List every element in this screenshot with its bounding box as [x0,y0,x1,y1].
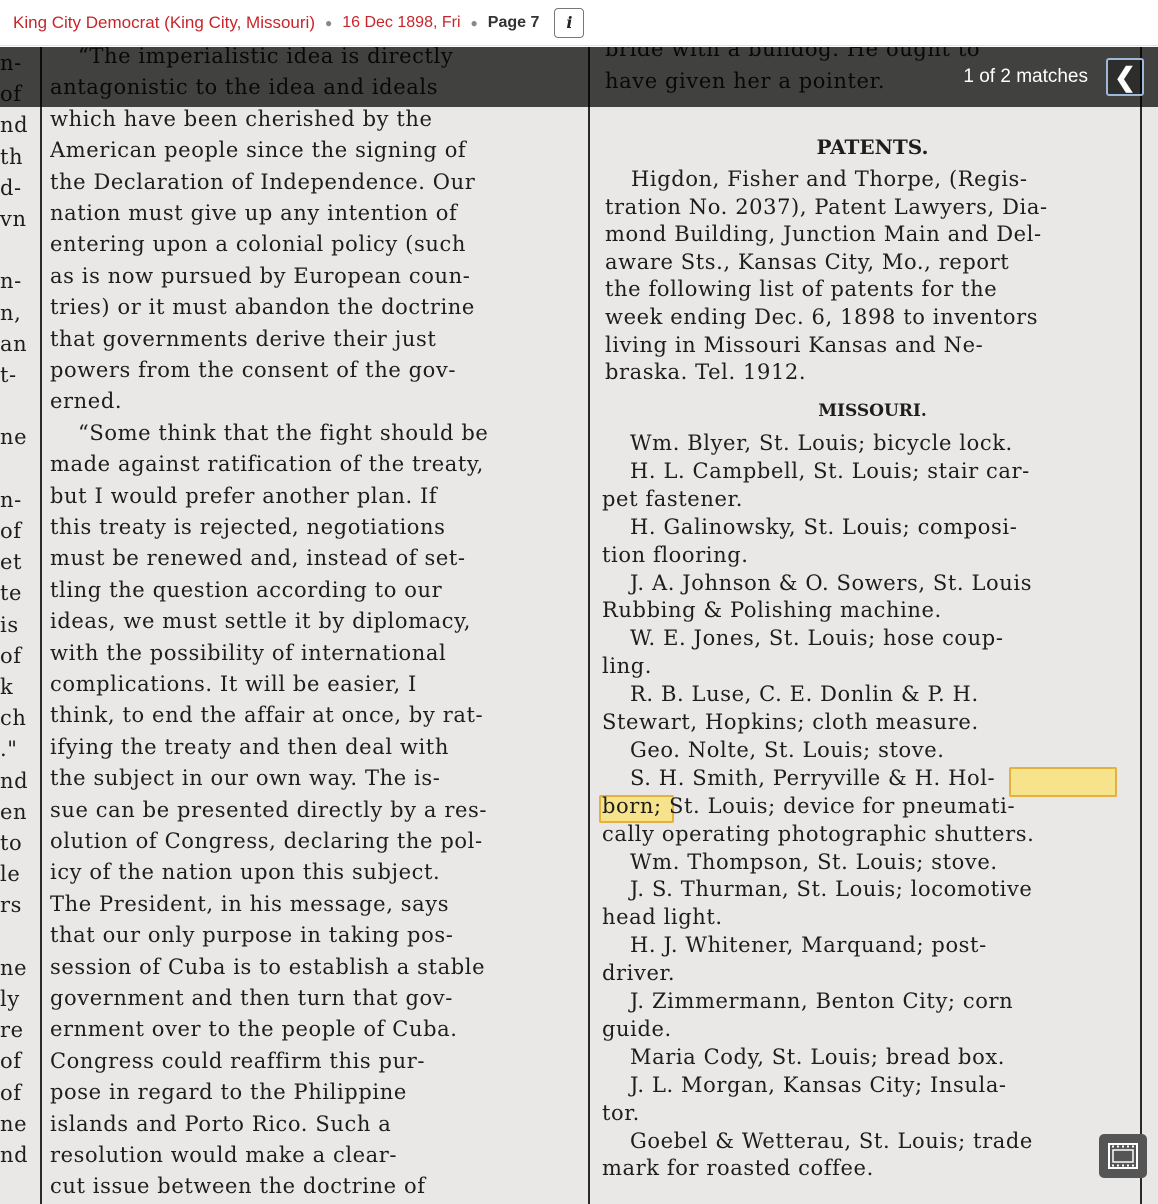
column-rule [1140,47,1142,1204]
search-match-bar [0,47,1158,107]
article-line: ifying the treaty and then deal with [50,734,449,759]
patent-line: tion flooring. [602,542,749,567]
patent-line: J. A. Johnson & O. Sowers, St. Louis [630,570,1033,595]
article-line: think, to end the affair at once, by rat- [50,703,484,728]
newspaper-page-scan[interactable] [0,47,1158,1204]
issue-date[interactable]: 16 Dec 1898, Fri [342,13,461,31]
patent-line: Rubbing & Polishing machine. [602,598,942,623]
text-fragment: n- [0,269,22,294]
patent-line: Geo. Nolte, St. Louis; stove. [630,737,945,762]
article-line: this treaty is rejected, negotiations [50,515,446,539]
patent-line: Wm. Blyer, St. Louis; bicycle lock. [630,431,1013,455]
article-line: “Some think that the fight should be [78,420,489,445]
text-fragment: ne [0,1111,28,1136]
article-line: cut issue between the doctrine of [50,1174,426,1199]
text-fragment: th [0,144,24,169]
text-fragment: ly [0,987,20,1011]
patent-line: J. L. Morgan, Kansas City; Insula- [630,1072,1007,1097]
separator-dot: ● [470,15,478,30]
info-button[interactable] [554,8,584,38]
text-fragment: ." [0,737,18,762]
text-fragment: of [0,643,22,668]
article-line: session of Cuba is to establish a stable [50,954,486,979]
intro-line: the following list of patents for the [605,277,998,302]
previous-match-button[interactable] [1106,58,1144,96]
article-line: the Declaration of Independence. Our [50,169,476,194]
chevron-left-icon: ❮ [1114,61,1136,92]
filmstrip-icon [1108,1143,1138,1169]
patent-line: driver. [602,961,676,986]
page-number: Page 7 [487,13,540,31]
text-fragment: le [0,862,21,887]
article-line: tries) or it must abandon the doctrine [50,295,475,320]
section-heading: PATENTS. [816,135,929,159]
filmstrip-button[interactable] [1099,1134,1147,1178]
text-fragment: re [0,1018,24,1043]
column-rule [40,47,42,1204]
text-fragment: an [0,331,28,356]
article-line: which have been cherished by the [50,106,433,131]
article-line: powers from the consent of the gov- [50,358,457,382]
text-fragment: te [0,581,23,606]
text-fragment: nd [0,113,29,138]
article-line: that our only purpose in taking pos- [50,923,454,948]
article-line: ideas, we must settle it by diplomacy, [50,609,472,634]
patent-line: H. L. Campbell, St. Louis; stair car- [630,458,1030,483]
article-line: entering upon a colonial policy (such [50,232,466,257]
text-fragment: to [0,831,23,855]
article-line: resolution would make a clear- [50,1143,398,1167]
article-line: The President, in his message, says [50,891,450,916]
text-fragment: et [0,550,23,575]
article-line: sue can be presented directly by a res- [50,797,488,822]
patent-line: Goebel & Wetterau, St. Louis; trade [630,1128,1033,1153]
patent-line: J. Zimmermann, Benton City; corn [630,989,1014,1013]
article-line: complications. It will be easier, I [50,672,417,696]
article-line: islands and Porto Rico. Such a [50,1111,392,1136]
patent-line: head light. [602,905,723,930]
article-line: but I would prefer another plan. If [50,483,438,508]
patent-line: born; St. Louis; device for pneumati- [602,793,1016,818]
text-fragment: ch [0,706,27,731]
article-line: ernment over to the people of Cuba. [50,1017,458,1042]
text-fragment: of [0,1080,22,1105]
text-fragment: n- [0,487,22,512]
intro-line: Higdon, Fisher and Thorpe, (Regis- [631,167,1028,191]
patent-line: H. J. Whitener, Marquand; post- [630,933,987,958]
text-fragment: n, [0,300,22,325]
text-fragment: vn [0,207,27,231]
text-fragment: ne [0,955,28,980]
patent-line: tor. [602,1100,640,1125]
viewer-header [0,0,1158,46]
search-highlight[interactable] [1009,767,1117,797]
article-line: that governments derive their just [50,326,437,351]
text-fragment: rs [0,893,23,918]
intro-line: tration No. 2037), Patent Lawyers, Dia- [605,194,1048,219]
article-line: American people since the signing of [50,138,467,163]
text-fragment: k [0,675,14,699]
text-fragment: of [0,1049,22,1074]
patent-line: Wm. Thompson, St. Louis; stove. [630,849,998,874]
patent-line: W. E. Jones, St. Louis; hose coup- [630,626,1004,651]
article-line: Congress could reaffirm this pur- [50,1048,426,1073]
intro-line: aware Sts., Kansas City, Mo., report [605,249,1010,274]
patent-line: R. B. Luse, C. E. Donlin & P. H. [630,682,979,707]
text-fragment: d- [0,175,22,200]
section-subheading: MISSOURI. [818,401,927,421]
article-line: with the possibility of international [50,640,447,665]
article-line: as is now pursued by European coun- [50,263,471,288]
patent-line: ling. [602,654,653,679]
article-line: icy of the nation upon this subject. [50,860,441,885]
patent-line: Stewart, Hopkins; cloth measure. [602,710,979,734]
patent-line: mark for roasted coffee. [602,1156,874,1181]
separator-dot: ● [324,15,333,30]
column-rule [588,47,590,1204]
patent-line: Maria Cody, St. Louis; bread box. [630,1044,1006,1069]
article-line: nation must give up any intention of [50,201,458,225]
article-line: made against ratification of the treaty, [50,452,484,477]
text-fragment: of [0,519,22,543]
article-line: government and then turn that gov- [50,986,453,1010]
text-fragment: nd [0,768,29,793]
text-fragment: is [0,612,19,637]
text-fragment: t- [0,363,17,387]
intro-line: mond Building, Junction Main and Del- [605,222,1042,247]
text-fragment: ne [0,425,28,450]
patent-line: J. S. Thurman, St. Louis; locomotive [630,877,1033,902]
text-fragment: en [0,799,28,824]
article-line: olution of Congress, declaring the pol- [50,829,483,853]
article-line: tling the question according to our [50,577,443,602]
article-line: must be renewed and, instead of set- [50,546,466,571]
patent-line: S. H. Smith, Perryville & H. Hol- [630,765,996,790]
text-fragment: nd [0,1143,29,1167]
article-line: the subject in our own way. The is- [50,766,441,791]
publication-title[interactable]: King City Democrat (King City, Missouri) [13,12,315,32]
patent-line: cally operating photographic shutters. [602,821,1035,846]
intro-line: braska. Tel. 1912. [605,360,807,385]
intro-line: living in Missouri Kansas and Ne- [605,332,984,357]
intro-line: week ending Dec. 6, 1898 to inventors [605,305,1039,329]
patent-line: H. Galinowsky, St. Louis; composi- [630,514,1018,539]
patent-line: guide. [602,1016,672,1041]
match-counter: 1 of 2 matches [963,66,1088,87]
info-icon: i [566,13,573,32]
article-line: pose in regard to the Philippine [50,1080,407,1105]
article-line: erned. [50,389,123,414]
patent-line: pet fastener. [602,486,744,511]
